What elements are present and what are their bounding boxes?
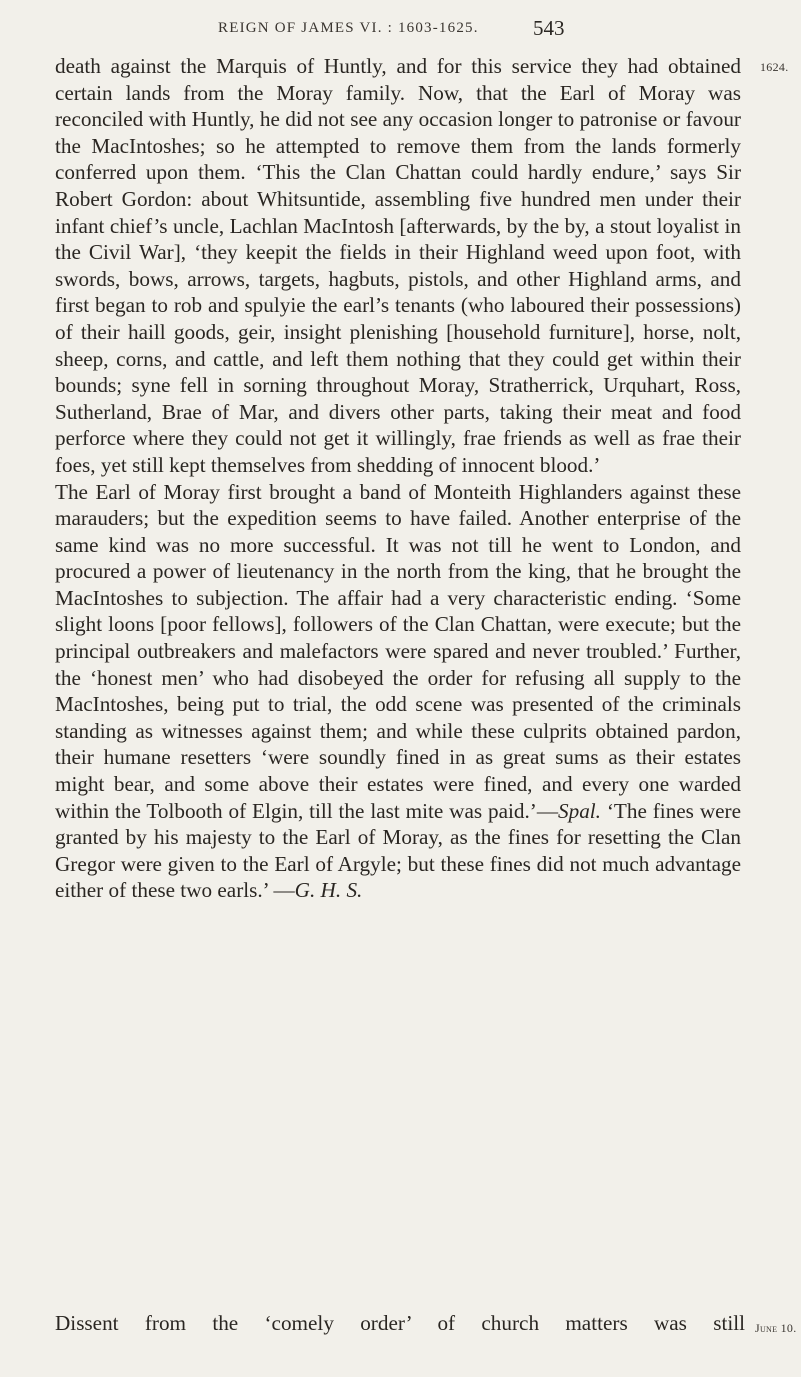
source-ghs: G. H. S.	[294, 878, 363, 903]
final-line: Dissent from the ‘comely order’ of church matters was still	[55, 1311, 745, 1335]
running-title: REIGN OF JAMES VI. : 1603-1625.	[218, 20, 479, 36]
paragraph-2	[55, 479, 741, 905]
source-spal: Spal.	[558, 798, 601, 823]
paragraph-1: death against the Marquis of Huntly, and for this service they had obtained certain lands from the Moray family. Now, that the Earl of Moray was reconciled with Huntly, he did not see any occasion longer to patronise or favour the MacIntoshes; so he attempted to remove them from the lands formerly conferred upon them. ‘This the Clan Chattan could hardly endure,’ says Sir Robert Gordon: about Whitsuntide, assembling five hundred men under their infant chief’s uncle, Lachlan MacIntosh [afterwards, by the by, a stout loyalist in the Civil War], ‘they keepit the fields in their Highland weed upon foot, with swords, bows, arrows, targets, hagbuts, pistols, and other Highland arms, and first began to rob and spulyie the earl’s tenants (who laboured their possessions) of their haill goods, geir, insight plenishing [household furniture], horse, nolt, sheep, corns, and cattle, and left them nothing that they could get within their bounds; syne fell in sorning throughout Moray, Stratherrick, Urquhart, Ross, Sutherland, Brae of Mar, and divers other parts, taking their meat and food perforce where they could not get it willingly, frae friends as well as frae their foes, yet still kept themselves from shedding of innocent blood.’	[55, 54, 741, 477]
paragraph-2-continuation: ‘The fines were granted by his majesty to the Earl of Moray, as the fines for resetting the Clan Gregor were given to the Earl of Argyle; but these fines did not much advantage either of these two earls.’ —	[55, 798, 741, 903]
running-head	[0, 16, 801, 40]
margin-note-date: June 10.	[755, 1321, 797, 1335]
page-number: 543	[533, 16, 565, 40]
body-text	[55, 53, 741, 904]
paragraph-2-text: The Earl of Moray first brought a band of Monteith Highlanders against these marauders; but the expedition seems to have failed. Another enterprise of the same kind was no more successful. It was not till he went to London, and procured a power of lieutenancy in the north from the king, that he brought the MacIntoshes to subjection. The affair had a very characteristic ending. ‘Some slight loons [poor fellows], followers of the Clan Chattan, were execute; but the principal outbreakers and malefactors were spared and never troubled.’ Further, the ‘honest men’ who had disobeyed the order for refusing all supply to the MacIntoshes, being put to trial, the odd scene was presented of the criminals standing as witnesses against them; and while these culprits obtained pardon, their humane resetters ‘were soundly fined in as great sums as their estates might bear, and some above their estates were fined, and every one warded within the Tolbooth of Elgin, till the last mite was paid.’—	[55, 479, 741, 823]
margin-note-year: 1624.	[760, 60, 789, 74]
